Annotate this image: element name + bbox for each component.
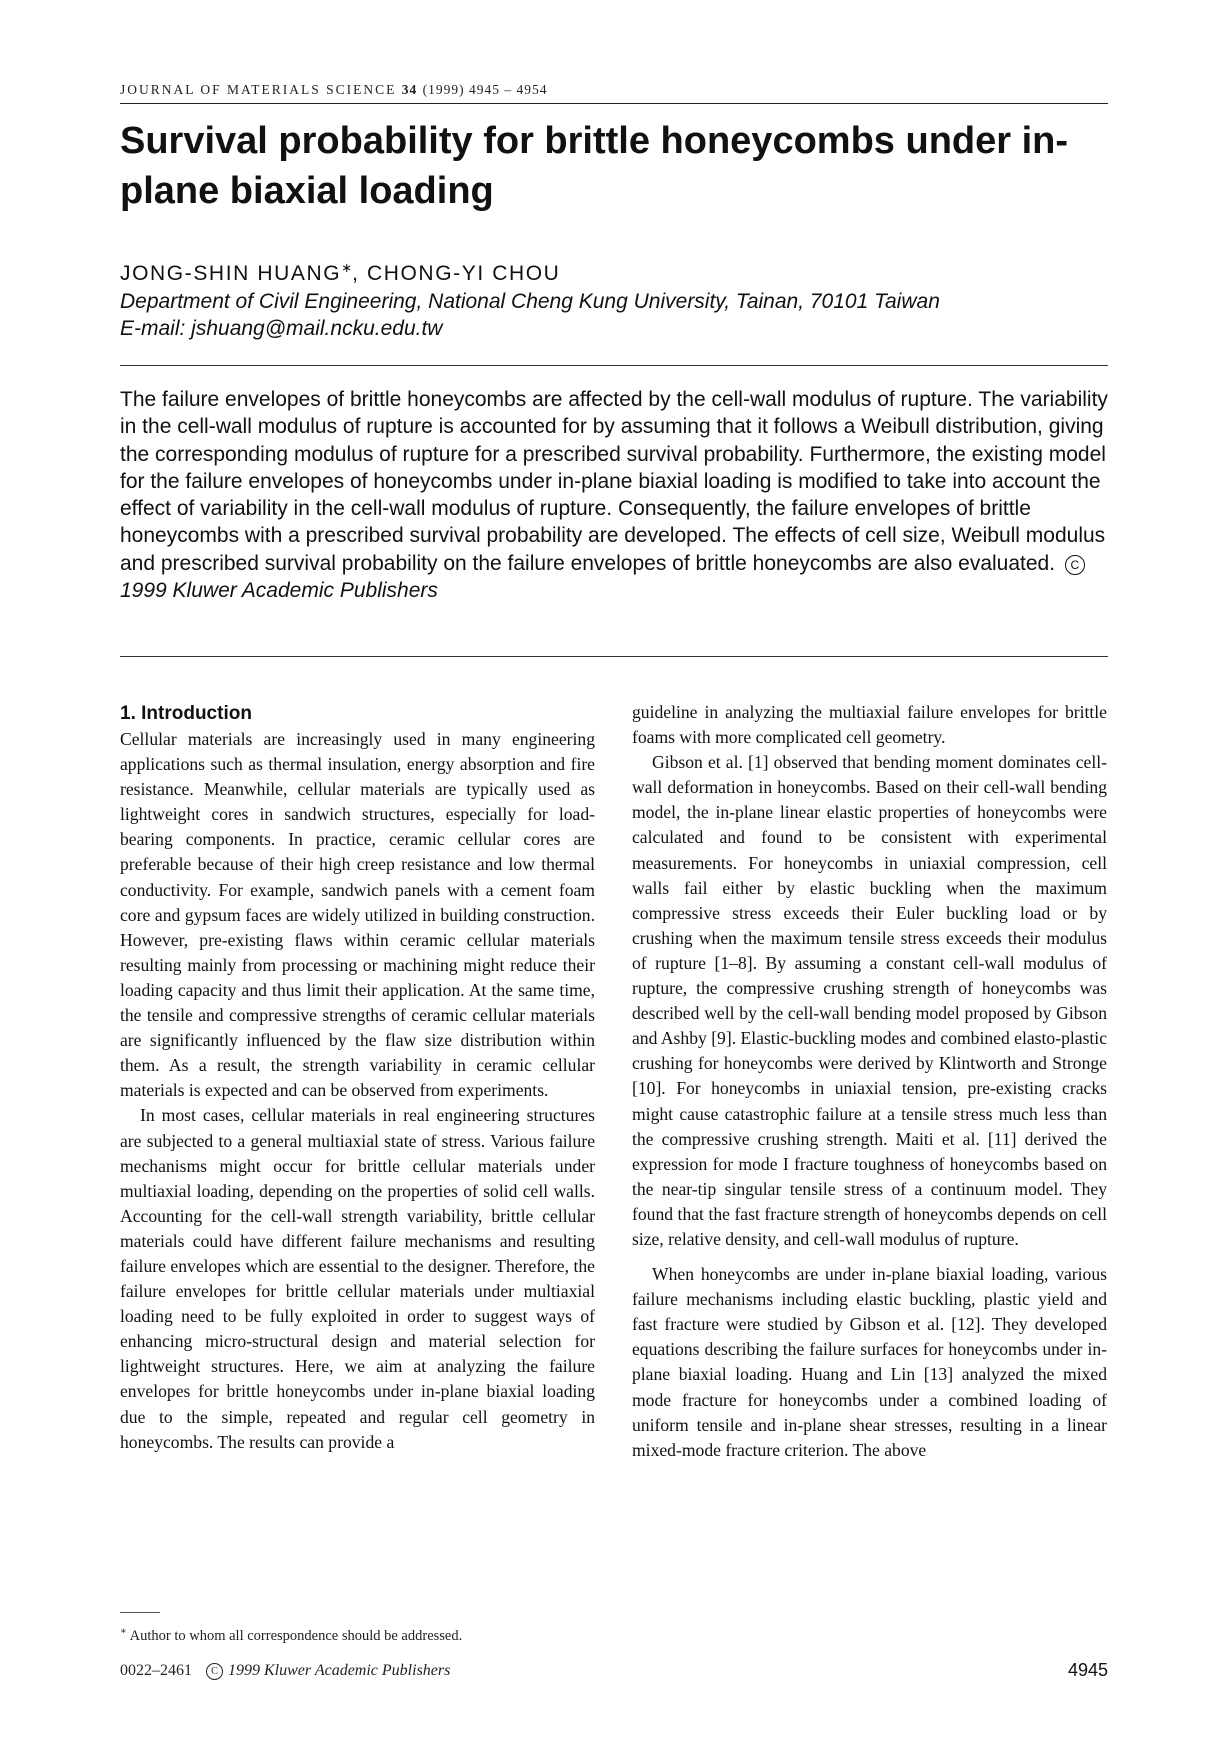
header-rule: [120, 103, 1108, 104]
running-head: [120, 82, 548, 98]
journal-volume: 34: [401, 82, 418, 97]
abstract: [120, 386, 1112, 604]
footnote-marker: ∗: [120, 1626, 127, 1637]
footnote: [120, 1626, 462, 1645]
page-number: 4945: [1067, 1660, 1108, 1680]
footnote-rule: [120, 1612, 160, 1613]
abstract-copyright: 1999 Kluwer Academic Publishers: [120, 579, 438, 603]
copyright-icon: C: [1065, 555, 1085, 575]
copyright-icon: C: [206, 1663, 223, 1680]
author-footnote-marker: ∗: [341, 260, 353, 275]
body-paragraph: guideline in analyzing the multiaxial failure envelopes for brittle foams with more complicated cell geometry.: [632, 702, 1107, 748]
footnote-text: Author to whom all correspondence should be addressed.: [129, 1627, 463, 1644]
body-paragraph: Cellular materials are increasingly used in many engineering applications such as thermal insulation, energy absorption and fire resistance. Meanwhile, cellular materials are typically used as lightweight cores in sandwich structures, especially for load-bearing components. In practice, ceramic cellular cores are preferable because of their high creep resistance and low thermal conductivity. For example, sandwich panels with a cement foam core and gypsum faces are widely utilized in building construction. However, pre-existing flaws within ceramic cellular materials resulting mainly from processing or machining might reduce their loading capacity and thus limit their application. At the same time, the tensile and compressive strengths of ceramic cellular materials are significantly influenced by the flaw size distribution within them. As a result, the strength variability in ceramic cellular materials is expected and can be observed from experiments.: [120, 729, 595, 1101]
abstract-top-rule: [120, 365, 1108, 366]
abstract-text: The failure envelopes of brittle honeycombs are affected by the cell-wall modulus of rupture. The variability in the cell-wall modulus of rupture is accounted for by assuming that it follows a Weibull distribution, giving the corresponding modulus of rupture for a prescribed survival probability. Furthermore, the existing model for the failure envelopes of honeycombs under in-plane biaxial loading is modified to take into account the effect of variability in the cell-wall modulus of rupture. Consequently, the failure envelopes of brittle honeycombs with a prescribed survival probability are developed. The effects of cell size, Weibull modulus and prescribed survival probability on the failure envelopes of brittle honeycombs are also evaluated.: [120, 388, 1108, 575]
body-paragraph: In most cases, cellular materials in real engineering structures are subjected to a general multiaxial state of stress. Various failure mechanisms might occur for brittle cellular materials under multiaxial loading, depending on the properties of solid cell walls. Accounting for the cell-wall strength variability, brittle cellular materials could have different failure mechanisms and resulting failure envelopes which are essential to the designer. Therefore, the failure envelopes for brittle cellular materials under multiaxial loading need to be fully exploited in order to suggest ways of enhancing micro-structural design and material selection for lightweight structures. Here, we aim at analyzing the failure envelopes for brittle honeycombs under in-plane biaxial loading due to the simple, repeated and regular cell geometry in honeycombs. The results can provide a: [120, 1105, 595, 1452]
affiliation: [120, 288, 1120, 342]
affiliation-department: Department of Civil Engineering, National Cheng Kung University, Tainan, 70101 Taiwan: [120, 290, 940, 313]
left-column: [120, 700, 595, 1455]
right-column: [632, 700, 1107, 1463]
section-heading-introduction: 1. Introduction: [120, 703, 252, 724]
footer-issn-copyright: [120, 1662, 450, 1680]
author-list: [120, 260, 560, 286]
issn: 0022–2461: [120, 1662, 192, 1679]
journal-year-pages: (1999) 4945 – 4954: [422, 82, 548, 97]
body-paragraph: When honeycombs are under in-plane biaxial loading, various failure mechanisms including elastic buckling, plastic yield and fast fracture were studied by Gibson et al. [12]. They developed equations describing the failure surfaces for honeycombs under in-plane biaxial loading. Huang and Lin [13] analyzed the mixed mode fracture for honeycombs under a combined loading of uniform tensile and in-plane shear stresses, resulting in a linear mixed-mode fracture criterion. The above: [632, 1264, 1107, 1460]
author-2: , CHONG-YI CHOU: [352, 262, 561, 285]
abstract-bottom-rule: [120, 656, 1108, 657]
author-email[interactable]: E-mail: jshuang@mail.ncku.edu.tw: [120, 317, 443, 340]
paper-title: Survival probability for brittle honeycombs under in-plane biaxial loading: [120, 120, 1069, 212]
body-paragraph: Gibson et al. [1] observed that bending moment dominates cell-wall deformation in honeycombs. Based on their cell-wall bending model, the in-plane linear elastic properties of honeycombs were calculated and found to be consistent with experimental measurements. For honeycombs in uniaxial compression, cell walls fail either by elastic buckling when the maximum compressive stress exceeds their Euler buckling load or by crushing when the maximum tensile stress exceeds their modulus of rupture [1–8]. By assuming a constant cell-wall modulus of rupture, the compressive crushing strength of honeycombs was described well by the cell-wall bending model proposed by Gibson and Ashby [9]. Elastic-buckling modes and combined elasto-plastic crushing for honeycombs were derived by Klintworth and Stronge [10]. For honeycombs in uniaxial tension, pre-existing cracks might cause catastrophic failure at a tensile stress much less than the compressive crushing strength. Maiti et al. [11] derived the expression for mode I fracture toughness of honeycombs based on the near-tip singular tensile stress of a continuum model. They found that the fast fracture strength of honeycombs depends on cell size, relative density, and cell-wall modulus of rupture.: [632, 752, 1107, 1249]
journal-name: JOURNAL OF MATERIALS SCIENCE: [120, 82, 397, 97]
footer-publisher: 1999 Kluwer Academic Publishers: [228, 1662, 451, 1679]
author-1: JONG-SHIN HUANG: [120, 262, 342, 285]
